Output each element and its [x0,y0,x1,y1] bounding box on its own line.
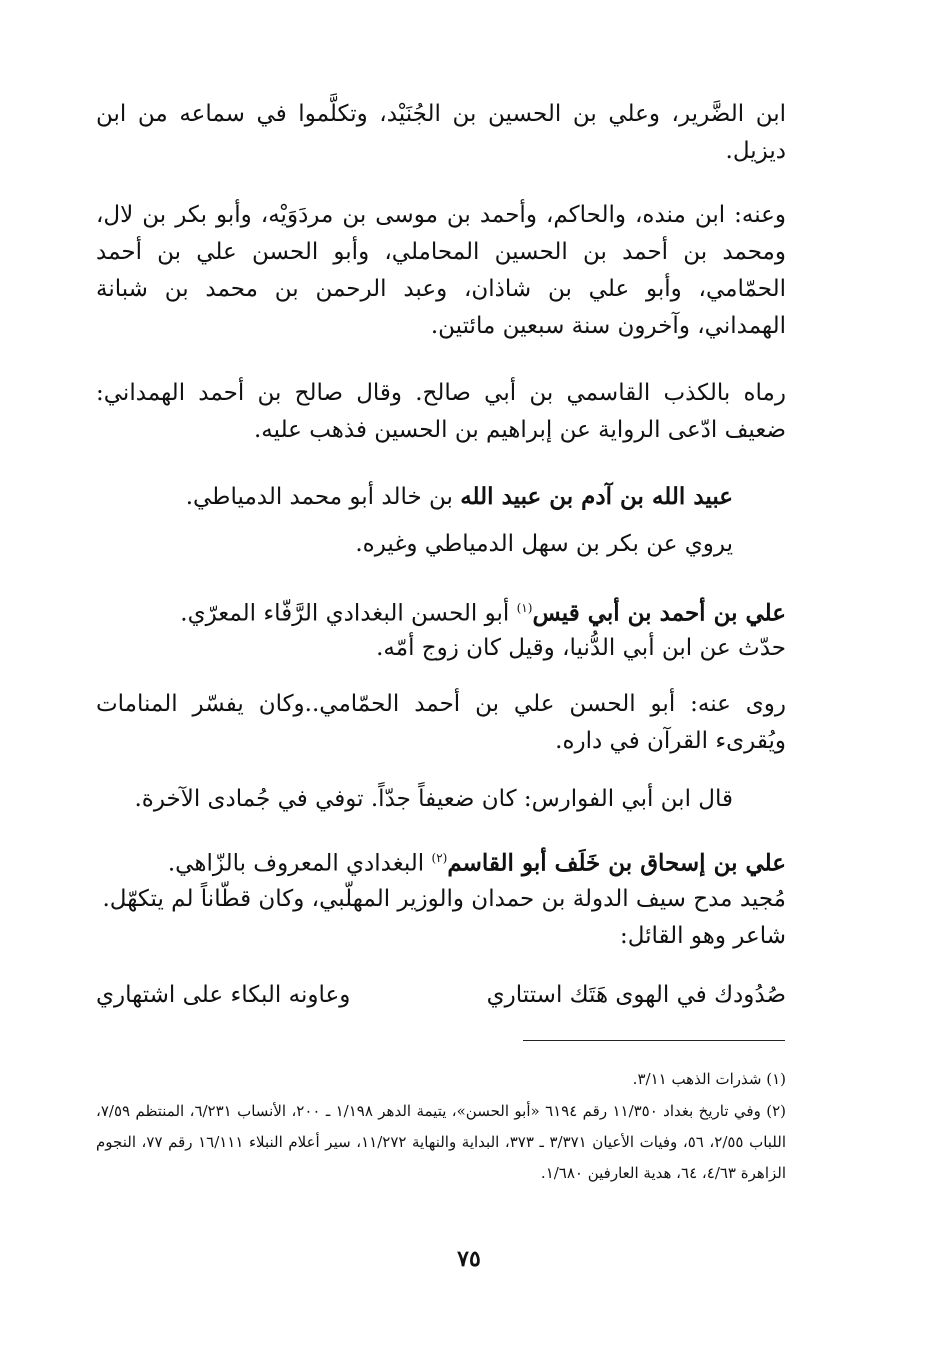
entry-ali-qays-narration: حدّث عن ابن أبي الدُّنيا، وقيل كان زوج أمّه. [376,635,786,661]
entry-ali-qays-students: روى عنه: أبو الحسن علي بن أحمد الحمّامي..وكان يفسّر المنامات ويُقرىء القرآن في داره. [96,691,786,754]
entry-ali-ishaq-bio: مُجيد مدح سيف الدولة بن حمدان والوزير المهلّبي، وكان قطّاناً لم يتكهّل. [102,886,786,912]
entry-ali-qays-lineage: أبو الحسن البغدادي الرَّفّاء المعرّي. [180,600,517,627]
entry-ali-qays-name: علي بن أحمد بن أبي قيس [532,599,786,627]
entry-ali-ishaq-poet: شاعر وهو القائل: [619,923,786,949]
entry-ubaidallah-name: عبيد الله بن آدم بن عبيد الله [460,483,733,510]
entry-ali-qays-death: قال ابن أبي الفوارس: كان ضعيفاً جدّاً. توفي في جُمادى الآخرة. [134,786,733,812]
poem-verse [96,982,786,1022]
footnote-marker-2: (٢) [431,851,448,865]
verse-hemistich-first: صُدُودك في الهوى هَتَك استتاري [486,982,786,1008]
entry-ali-ishaq-name: علي بن إسحاق بن خَلَف أبو القاسم [447,849,786,877]
entry-ubaidallah-lineage: بن خالد أبو محمد الدمياطي. [185,484,461,510]
entry-ali-qays-heading [96,590,786,633]
page-number: ٧٥ [457,1246,481,1272]
entry-ubaidallah-narration: يروي عن بكر بن سهل الدمياطي وغيره. [355,531,733,557]
paragraph-students: وعنه: ابن منده، والحاكم، وأحمد بن موسى بن مردَوَيْه، وأبو بكر بن لال، ومحمد بن أحمد بن الحسين المحاملي، وأبو الحسن علي بن أحمد الحمّامي، وأبو علي بن شاذان، وعبد الرحمن بن محمد بن شبانة الهمداني، وآخرون سنة سبعين مائتين. [96,202,786,339]
entry-ali-ishaq-lineage: البغدادي المعروف بالزّاهي. [167,850,432,877]
footnote-separator [523,1040,785,1041]
paragraph-continuation: ابن الضَّرير، وعلي بن الحسين بن الجُنَيْد، وتكلَّموا في سماعه من ابن ديزيل. [96,101,786,164]
footnote-1: (١) شذرات الذهب ٣/١١. [632,1070,786,1088]
paragraph-criticism: رماه بالكذب القاسمي بن أبي صالح. وقال صالح بن أحمد الهمداني: ضعيف ادّعى الرواية عن إبراهيم بن الحسين فذهب عليه. [96,380,786,443]
verse-hemistich-second: وعاونه البكاء على اشتهاري [96,982,351,1008]
entry-ubaidallah-heading [133,478,733,516]
footnote-2: (٢) وفي تاريخ بغداد ١١/٣٥٠ رقم ٦١٩٤ «أبو الحسن»، يتيمة الدهر ١/١٩٨ ـ ٢٠٠، الأنساب ٦/٢٣١، المنتظم ٧/٥٩، اللباب ٢/٥٥، ٥٦، وفيات الأعيان ٣/٣٧١ ـ ٣٧٣، البداية والنهاية ١١/٢٧٢، سير أعلام النبلاء ١٦/١١١ رقم ٧٧، النجوم الزاهرة ٤/٦٣، ٦٤، هدية العارفين ١/٦٨٠. [96,1102,786,1182]
footnote-marker-1: (١) [516,601,533,615]
entry-ali-ishaq-heading [96,840,786,883]
